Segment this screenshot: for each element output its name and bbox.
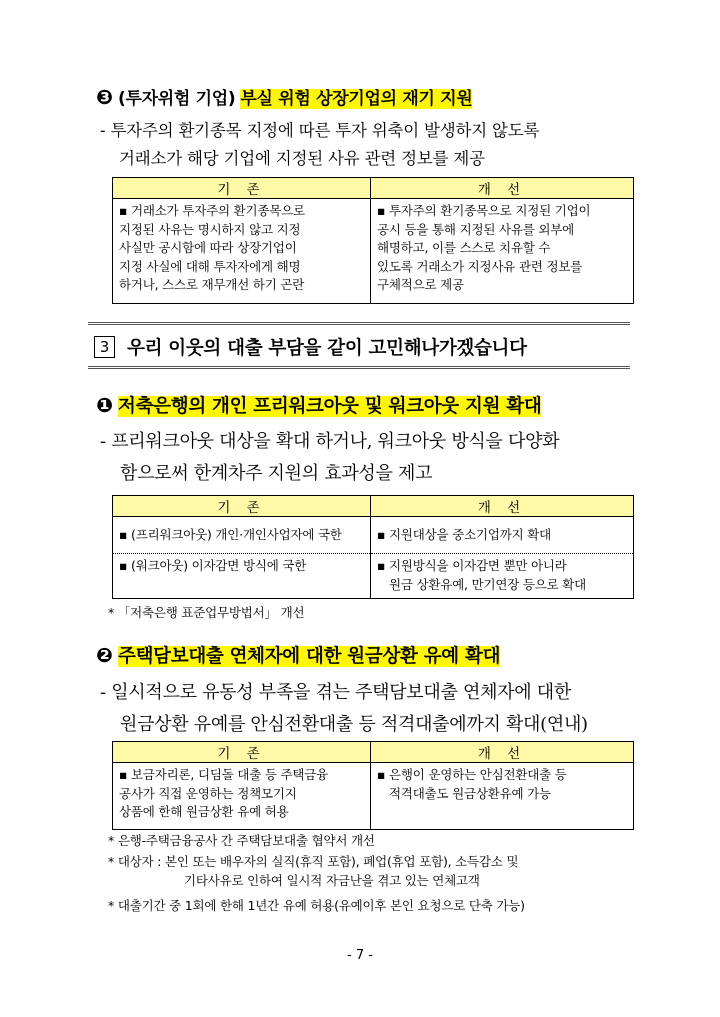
table-cell-after xyxy=(371,199,634,304)
item2-heading xyxy=(96,642,500,668)
chapter-box-number: 3 xyxy=(94,336,115,358)
footnote: * 대출기간 중 1회에 한해 1년간 유예 허용(유예이후 본인 요청으로 단축 가능) xyxy=(108,898,525,913)
circled-number-icon: ❷ xyxy=(96,643,113,667)
section-paren-title: (투자위험 기업) xyxy=(118,89,236,109)
bullet-dash: - xyxy=(100,121,106,140)
item2-title: 주택담보대출 연체자에 대한 원금상환 유예 확대 xyxy=(118,646,501,667)
cell-line: ▪ 거래소가 투자주의 환기종목으로 xyxy=(119,203,305,218)
bullet-dash: - xyxy=(100,431,106,452)
page-number: - 7 - xyxy=(347,948,373,963)
cell-line: 지정된 사유는 명시하지 않고 지정 xyxy=(119,221,301,237)
cell-line: 공사가 직접 운영하는 정책모기지 xyxy=(119,785,297,801)
comparison-table xyxy=(112,741,634,830)
cell-line: 지정 사실에 대해 투자자에게 해명 xyxy=(119,258,301,274)
table-header-after: 개 선 xyxy=(371,178,634,199)
item2-paragraph xyxy=(100,677,588,741)
table-row xyxy=(113,554,634,599)
para-line: 원금상환 유예를 안심전환대출 등 적격대출에까지 확대(연내) xyxy=(120,714,588,735)
para-line: 프리워크아웃 대상을 확대 하거나, 워크아웃 방식을 다양화 xyxy=(111,431,560,452)
footnote: * 은행-주택금융공사 간 주택담보대출 협약서 개선 xyxy=(108,833,375,848)
section-title: 부실 위험 상장기업의 재기 지원 xyxy=(240,89,473,109)
table-header-before: 기 존 xyxy=(113,496,371,517)
cell-line: ▪ 지원방식을 이자감면 뿐만 아니라 xyxy=(377,558,567,573)
item1-title: 저축은행의 개인 프리워크아웃 및 워크아웃 지원 확대 xyxy=(118,396,542,417)
table-header-before: 기 존 xyxy=(113,742,371,763)
footnote: * 대상자 : 본인 또는 배우자의 실직(휴직 포함), 폐업(휴업 포함), 소득감소 및 xyxy=(108,854,519,869)
chapter-top-rule xyxy=(88,322,630,325)
footnote: * 「저축은행 표준업무방법서」 개선 xyxy=(108,605,305,620)
para-line: 투자주의 환기종목 지정에 따른 투자 위축이 발생하지 않도록 xyxy=(110,121,540,140)
circled-number-icon: ❸ xyxy=(96,85,113,109)
table-cell-after: ▪ 지원대상을 중소기업까지 확대 xyxy=(371,517,634,554)
cell-line: 있도록 거래소가 지정사유 관련 정보를 xyxy=(377,258,583,274)
para-line: 거래소가 해당 기업에 지정된 사유 관련 정보를 제공 xyxy=(119,149,485,168)
cell-line: 구체적으로 제공 xyxy=(377,277,464,292)
table-header-after: 개 선 xyxy=(371,496,634,517)
cell-line: 상품에 한해 원금상환 유예 허용 xyxy=(119,804,289,819)
table-row xyxy=(113,517,634,554)
para-line: 함으로써 한계차주 지원의 효과성을 제고 xyxy=(120,463,433,484)
table-cell-before xyxy=(113,199,371,304)
comparison-table xyxy=(112,495,634,599)
cell-line: 공시 등을 통해 지정된 사유를 외부에 xyxy=(377,221,574,237)
item1-paragraph xyxy=(100,426,559,490)
cell-line: 원금 상환유예, 만기연장 등으로 확대 xyxy=(389,576,586,592)
cell-line: 해명하고, 이를 스스로 치유할 수 xyxy=(377,240,551,255)
table-cell-after xyxy=(371,763,634,830)
chapter-bottom-rule xyxy=(88,366,630,369)
cell-line: ▪ 은행이 운영하는 안심전환대출 등 xyxy=(377,767,567,782)
table-cell-before xyxy=(113,763,371,830)
table-cell-before: ▪ (프리워크아웃) 개인·개인사업자에 국한 xyxy=(113,517,371,554)
cell-line: ▪ 투자주의 환기종목으로 지정된 기업이 xyxy=(377,203,591,218)
footnote-list xyxy=(108,831,525,915)
chapter-heading xyxy=(94,334,527,360)
bullet-dash: - xyxy=(100,682,106,703)
cell-line: 적격대출도 원금상환유예 가능 xyxy=(389,785,551,801)
cell-line: ▪ 보금자리론, 디딤돌 대출 등 주택금융 xyxy=(119,767,329,782)
para-line: 일시적으로 유동성 부족을 겪는 주택담보대출 연체자에 대한 xyxy=(111,682,571,703)
circled-number-icon: ❶ xyxy=(96,393,113,417)
table-cell-after xyxy=(371,554,634,599)
section-heading-investment-risk xyxy=(96,84,472,109)
cell-line: 사실만 공시함에 따라 상장기업이 xyxy=(119,240,297,255)
section3-paragraph xyxy=(100,117,539,173)
table-header-after: 개 선 xyxy=(371,742,634,763)
chapter-title: 우리 이웃의 대출 부담을 같이 고민해나가겠습니다 xyxy=(127,338,527,359)
item1-heading xyxy=(96,392,541,418)
footnote: 기타사유로 인하여 일시적 자금난을 겪고 있는 연체고객 xyxy=(184,873,480,888)
table-cell-before: ▪ (워크아웃) 이자감면 방식에 국한 xyxy=(113,554,371,599)
cell-line: 하거나, 스스로 재무개선 하기 곤란 xyxy=(119,277,305,292)
comparison-table xyxy=(112,177,634,304)
table-header-before: 기 존 xyxy=(113,178,371,199)
